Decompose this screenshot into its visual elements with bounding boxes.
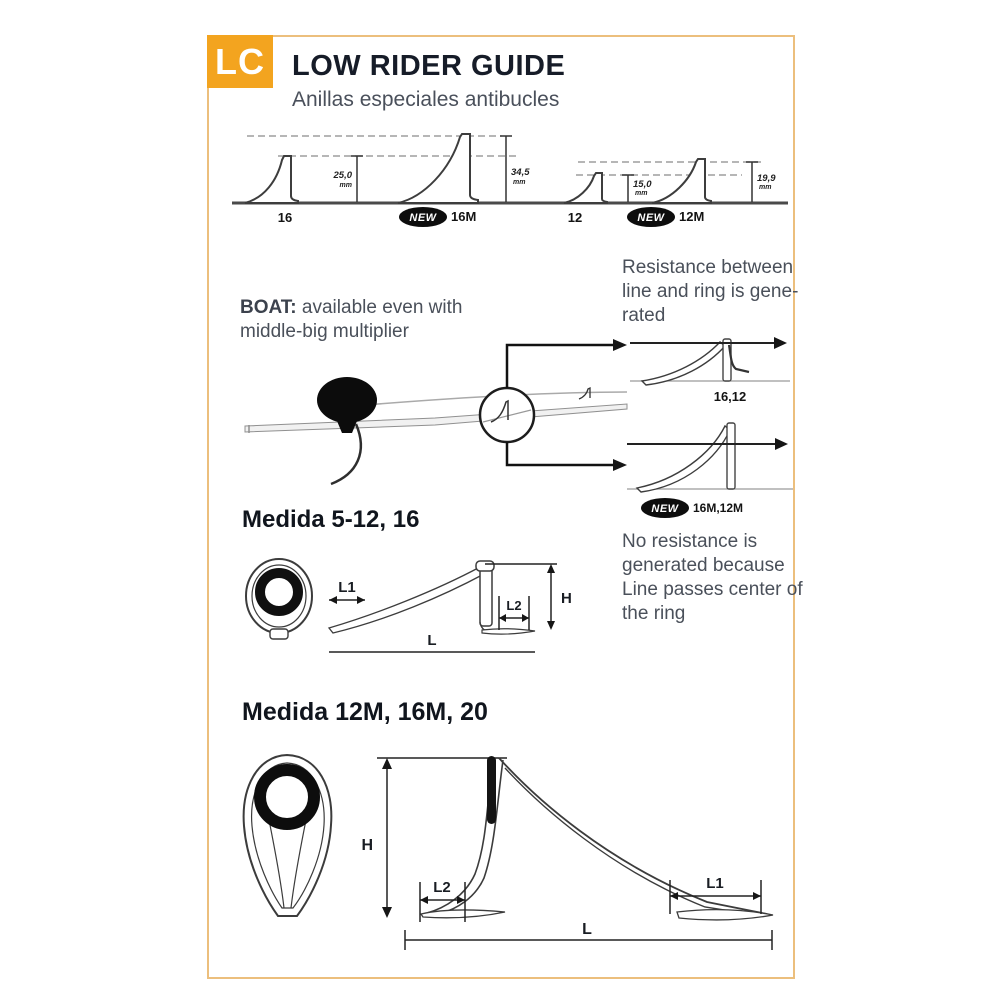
medida-small-heading: Medida 5-12, 16 — [242, 506, 420, 533]
detail-fin-low — [642, 342, 725, 385]
measure-16-unit: mm — [339, 182, 352, 189]
detail-no-resistance — [625, 420, 795, 522]
fin-16m — [398, 134, 478, 203]
ring-front-foot — [270, 629, 288, 639]
fin-12m — [652, 159, 711, 203]
guide-profiles-drawing — [230, 123, 790, 235]
dim-h-large: H — [361, 837, 373, 854]
label-16m: 16M — [451, 209, 477, 224]
slope-outer — [499, 758, 767, 914]
guide-profiles-strip — [230, 123, 790, 235]
resistance-line1: Resistance between — [622, 257, 794, 278]
post-small — [480, 564, 492, 626]
resistance-line2: line and ring is gene- — [622, 281, 799, 302]
dim-l-large: L — [582, 921, 592, 938]
new-badge-16m-text: NEW — [409, 212, 437, 224]
measure-16: 25,0 — [333, 170, 352, 181]
boat-note-lead: BOAT: — [240, 297, 297, 318]
medida-large-heading: Medida 12M, 16M, 20 — [242, 698, 488, 726]
boat-note-line2: middle-big multiplier — [240, 321, 409, 342]
new-badge-12m-text: NEW — [637, 212, 665, 224]
detail-top-label: 16,12 — [713, 389, 747, 404]
no-resistance-line3: Line passes center of — [622, 579, 803, 600]
tiny-guide — [579, 388, 590, 399]
no-resistance-line1: No resistance is — [622, 531, 758, 552]
measure-16m: 34,5 — [511, 167, 530, 178]
zoom-circle — [480, 388, 534, 442]
measure-12m: 19,9 — [757, 173, 776, 184]
foot-small — [482, 629, 535, 634]
dim-l1-large: L1 — [706, 875, 724, 892]
fin-16 — [245, 156, 298, 203]
left-foot — [421, 910, 505, 918]
lc-badge — [207, 35, 273, 88]
line-arrow-bottom — [775, 438, 788, 450]
no-resistance-line2: generated because — [622, 555, 785, 576]
reel — [317, 377, 377, 423]
teardrop-ring-black — [260, 770, 314, 824]
detail-resistance — [628, 332, 793, 404]
rod-drawing — [235, 332, 635, 487]
post-pad — [487, 756, 496, 824]
measure-12m-unit: mm — [759, 184, 772, 191]
dim-l-small: L — [427, 632, 437, 649]
dim-l2-large: L2 — [433, 879, 451, 896]
lc-badge-label: LC — [215, 40, 265, 82]
detail-fin-high — [637, 426, 730, 492]
right-foot — [677, 910, 773, 920]
label-16: 16 — [277, 210, 293, 225]
ring-front-black — [260, 573, 298, 611]
boat-note-line1: available even with — [296, 297, 463, 318]
rod-flow-diagram — [235, 332, 635, 487]
dim-h-small: H — [561, 590, 572, 607]
label-12: 12 — [567, 210, 583, 225]
rod-blank — [245, 404, 627, 432]
no-resistance-note — [622, 530, 803, 626]
measure-16m-unit: mm — [513, 179, 526, 186]
deflected-line — [729, 345, 749, 372]
new-badge-detail-text: NEW — [651, 503, 679, 515]
resistance-note — [622, 256, 798, 328]
page-title: LOW RIDER GUIDE — [292, 50, 566, 82]
label-12m: 12M — [679, 209, 705, 224]
arrow-to-top-detail — [613, 339, 627, 351]
dim-l1-small: L1 — [338, 579, 356, 596]
line-arrow-top — [774, 337, 787, 349]
fin-12 — [564, 173, 607, 203]
medida-small-drawing — [237, 552, 572, 664]
measure-12-unit: mm — [635, 190, 648, 197]
resistance-line3: rated — [622, 305, 666, 326]
no-resistance-line4: the ring — [622, 603, 686, 624]
dim-l2-small: L2 — [506, 598, 522, 613]
measure-12: 15,0 — [633, 179, 652, 190]
page-subtitle: Anillas especiales antibucles — [292, 88, 560, 111]
medida-large-drawing — [237, 742, 782, 967]
detail-bottom-label: 16M,12M — [693, 501, 744, 515]
